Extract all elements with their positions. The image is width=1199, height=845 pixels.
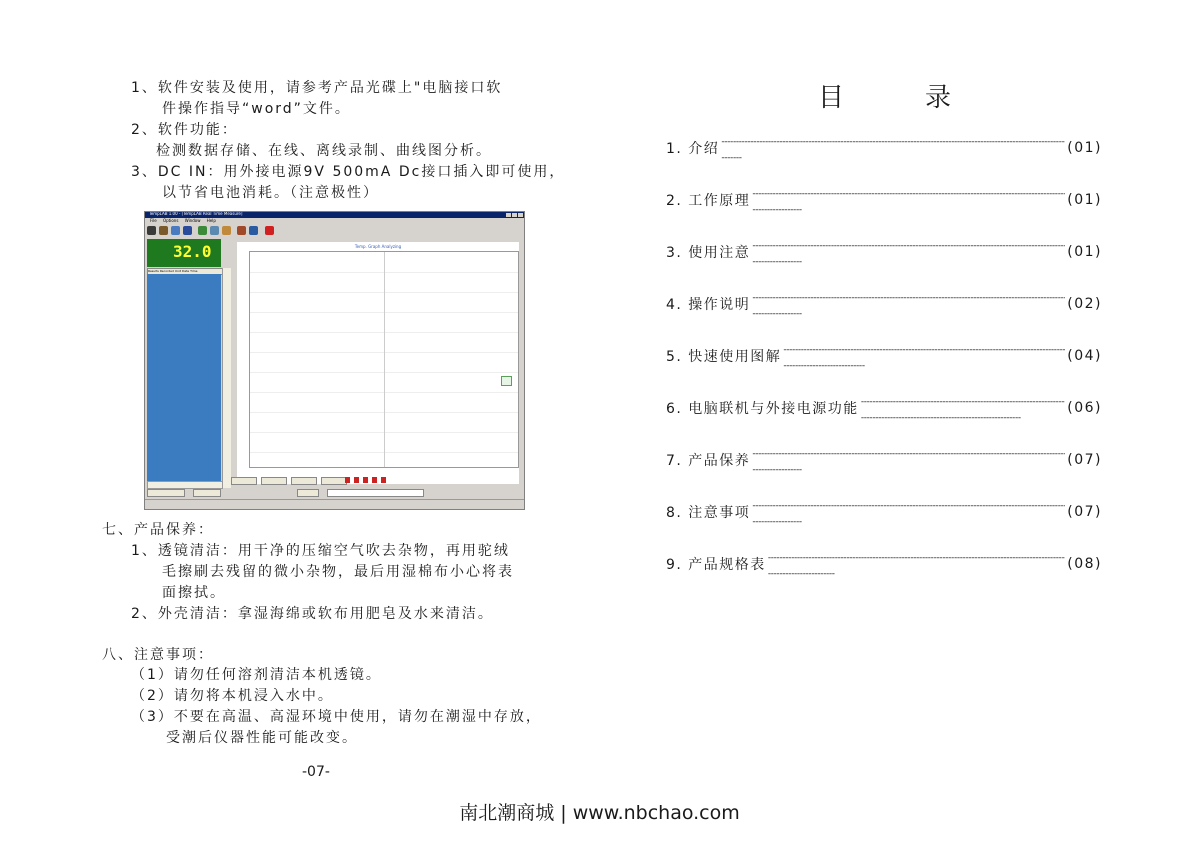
section-8-line-3: （3）不要在高温、高湿环境中使用，请勿在潮湿中存放， bbox=[131, 709, 542, 725]
section-8-line-4: 受潮后仪器性能可能改变。 bbox=[166, 730, 358, 746]
sample-rate-field bbox=[229, 490, 289, 496]
toc-item bbox=[666, 189, 1102, 211]
chart-button bbox=[231, 477, 257, 485]
toc-item-label: 8. 注意事项 bbox=[666, 505, 751, 521]
toolbar-icon bbox=[222, 226, 231, 235]
data-list bbox=[147, 274, 221, 481]
toc-leader bbox=[752, 184, 1065, 216]
toc-leader bbox=[752, 496, 1065, 528]
small-button bbox=[297, 489, 319, 497]
chart-plot-area bbox=[249, 251, 519, 468]
toc-leader bbox=[721, 132, 1065, 164]
window-buttons bbox=[506, 213, 523, 217]
intro-line-4: 检测数据存储、在线、离线录制、曲线图分析。 bbox=[156, 143, 492, 159]
section-8-heading: 八、注意事项： bbox=[102, 647, 214, 663]
section-7-line-3: 面擦拭。 bbox=[162, 585, 226, 601]
toolbar-icon bbox=[210, 226, 219, 235]
menu-help: Help bbox=[206, 218, 216, 223]
status-field bbox=[327, 489, 424, 497]
section-7-line-1: 1、透镜清洁：用干净的压缩空气吹去杂物，再用驼绒 bbox=[131, 543, 510, 559]
toc-item-page: (01) bbox=[1067, 244, 1102, 260]
temperature-display bbox=[147, 239, 221, 267]
toc-item bbox=[666, 241, 1102, 263]
navigation-arrows bbox=[345, 477, 386, 483]
toc-item-page: (04) bbox=[1067, 348, 1102, 364]
menu-window: Window bbox=[184, 218, 201, 223]
toc-item-label: 3. 使用注意 bbox=[666, 245, 751, 261]
toolbar-icon bbox=[147, 226, 156, 235]
toc-item bbox=[666, 345, 1102, 367]
list-header-cell: Recorded bbox=[159, 269, 174, 273]
chart-title: Temp. Graph Analyzing bbox=[354, 244, 402, 249]
toc-item bbox=[666, 553, 1102, 575]
toc-item bbox=[666, 293, 1102, 315]
toc-title-char-2: 录 bbox=[925, 83, 952, 113]
chart-button-row bbox=[231, 477, 347, 485]
toc-item bbox=[666, 397, 1102, 419]
software-screenshot bbox=[144, 211, 525, 510]
toc-item-label: 6. 电脑联机与外接电源功能 bbox=[666, 401, 859, 417]
toolbar-icon bbox=[237, 226, 246, 235]
toc-leader bbox=[752, 236, 1065, 268]
toc-item-page: (02) bbox=[1067, 296, 1102, 312]
toc-item-page: (06) bbox=[1067, 400, 1102, 416]
intro-line-1: 1、软件安装及使用，请参考产品光碟上"电脑接口软 bbox=[131, 80, 503, 96]
chart-marker-icon bbox=[501, 376, 512, 386]
toc-item-label: 2. 工作原理 bbox=[666, 193, 751, 209]
temperature-chart bbox=[237, 242, 519, 484]
secondary-button bbox=[193, 489, 221, 497]
intro-line-2: 件操作指导“word”文件。 bbox=[162, 101, 351, 117]
intro-line-6: 以节省电池消耗。（注意极性） bbox=[162, 185, 379, 201]
toolbar-icon bbox=[265, 226, 274, 235]
section-7-heading: 七、产品保养： bbox=[102, 522, 214, 538]
screenshot-statusbar bbox=[145, 499, 524, 509]
vertical-scrollbar bbox=[222, 268, 231, 488]
menu-options: Options bbox=[162, 218, 179, 223]
toc-item bbox=[666, 501, 1102, 523]
toolbar-icon bbox=[171, 226, 180, 235]
section-7-line-2: 毛擦刷去残留的微小杂物，最后用湿棉布小心将表 bbox=[162, 564, 514, 580]
section-8-line-2: （2）请勿将本机浸入水中。 bbox=[131, 688, 334, 704]
toc-leader bbox=[861, 392, 1065, 424]
toc-item bbox=[666, 137, 1102, 159]
toc-item-page: (07) bbox=[1067, 452, 1102, 468]
screenshot-title: TempLAB 1.00 - [TempLAB Real Time Measure] bbox=[149, 211, 243, 216]
toc-item-page: (01) bbox=[1067, 192, 1102, 208]
menu-file: File bbox=[150, 218, 157, 223]
toc-item-label: 4. 操作说明 bbox=[666, 297, 751, 313]
toc-item-label: 5. 快速使用图解 bbox=[666, 349, 782, 365]
zoom-in-button bbox=[261, 477, 287, 485]
temperature-value: 32.0 bbox=[173, 242, 212, 261]
list-header-cell: Results bbox=[148, 269, 159, 273]
toolbar-icon bbox=[183, 226, 192, 235]
toc-item-page: (08) bbox=[1067, 556, 1102, 572]
screenshot-toolbar bbox=[147, 224, 274, 236]
toc-leader bbox=[752, 288, 1065, 320]
page-number: -07- bbox=[302, 764, 330, 780]
toc-item-label: 7. 产品保养 bbox=[666, 453, 751, 469]
toc-leader bbox=[752, 444, 1065, 476]
toc-item-label: 9. 产品规格表 bbox=[666, 557, 766, 573]
list-header-cell: Date bbox=[181, 269, 190, 273]
toc-item bbox=[666, 449, 1102, 471]
screenshot-bottom-bar bbox=[147, 488, 522, 498]
toolbar-icon bbox=[159, 226, 168, 235]
toc-item-page: (01) bbox=[1067, 140, 1102, 156]
section-7-line-4: 2、外壳清洁：拿湿海绵或软布用肥皂及水来清洁。 bbox=[131, 606, 494, 622]
intro-line-3: 2、软件功能： bbox=[131, 122, 238, 138]
toc-leader bbox=[783, 340, 1065, 372]
list-header-cell: Time bbox=[190, 269, 198, 273]
intro-line-5: 3、DC IN：用外接电源9V 500mA Dc接口插入即可使用， bbox=[131, 164, 566, 180]
toolbar-icon bbox=[198, 226, 207, 235]
list-header-cell: Unit bbox=[174, 269, 182, 273]
toolbar-icon bbox=[249, 226, 258, 235]
section-8-line-1: （1）请勿任何溶剂清洁本机透镜。 bbox=[131, 667, 382, 683]
zoom-out-button bbox=[291, 477, 317, 485]
toc-title-char-1: 目 bbox=[818, 83, 845, 113]
toc-item-page: (07) bbox=[1067, 504, 1102, 520]
toc-item-label: 1. 介绍 bbox=[666, 141, 720, 157]
screenshot-menubar bbox=[145, 218, 524, 223]
start-stop-button bbox=[147, 489, 185, 497]
chart-button bbox=[321, 477, 347, 485]
toc-leader bbox=[768, 548, 1065, 580]
site-footer: 南北潮商城 | www.nbchao.com bbox=[459, 802, 740, 824]
